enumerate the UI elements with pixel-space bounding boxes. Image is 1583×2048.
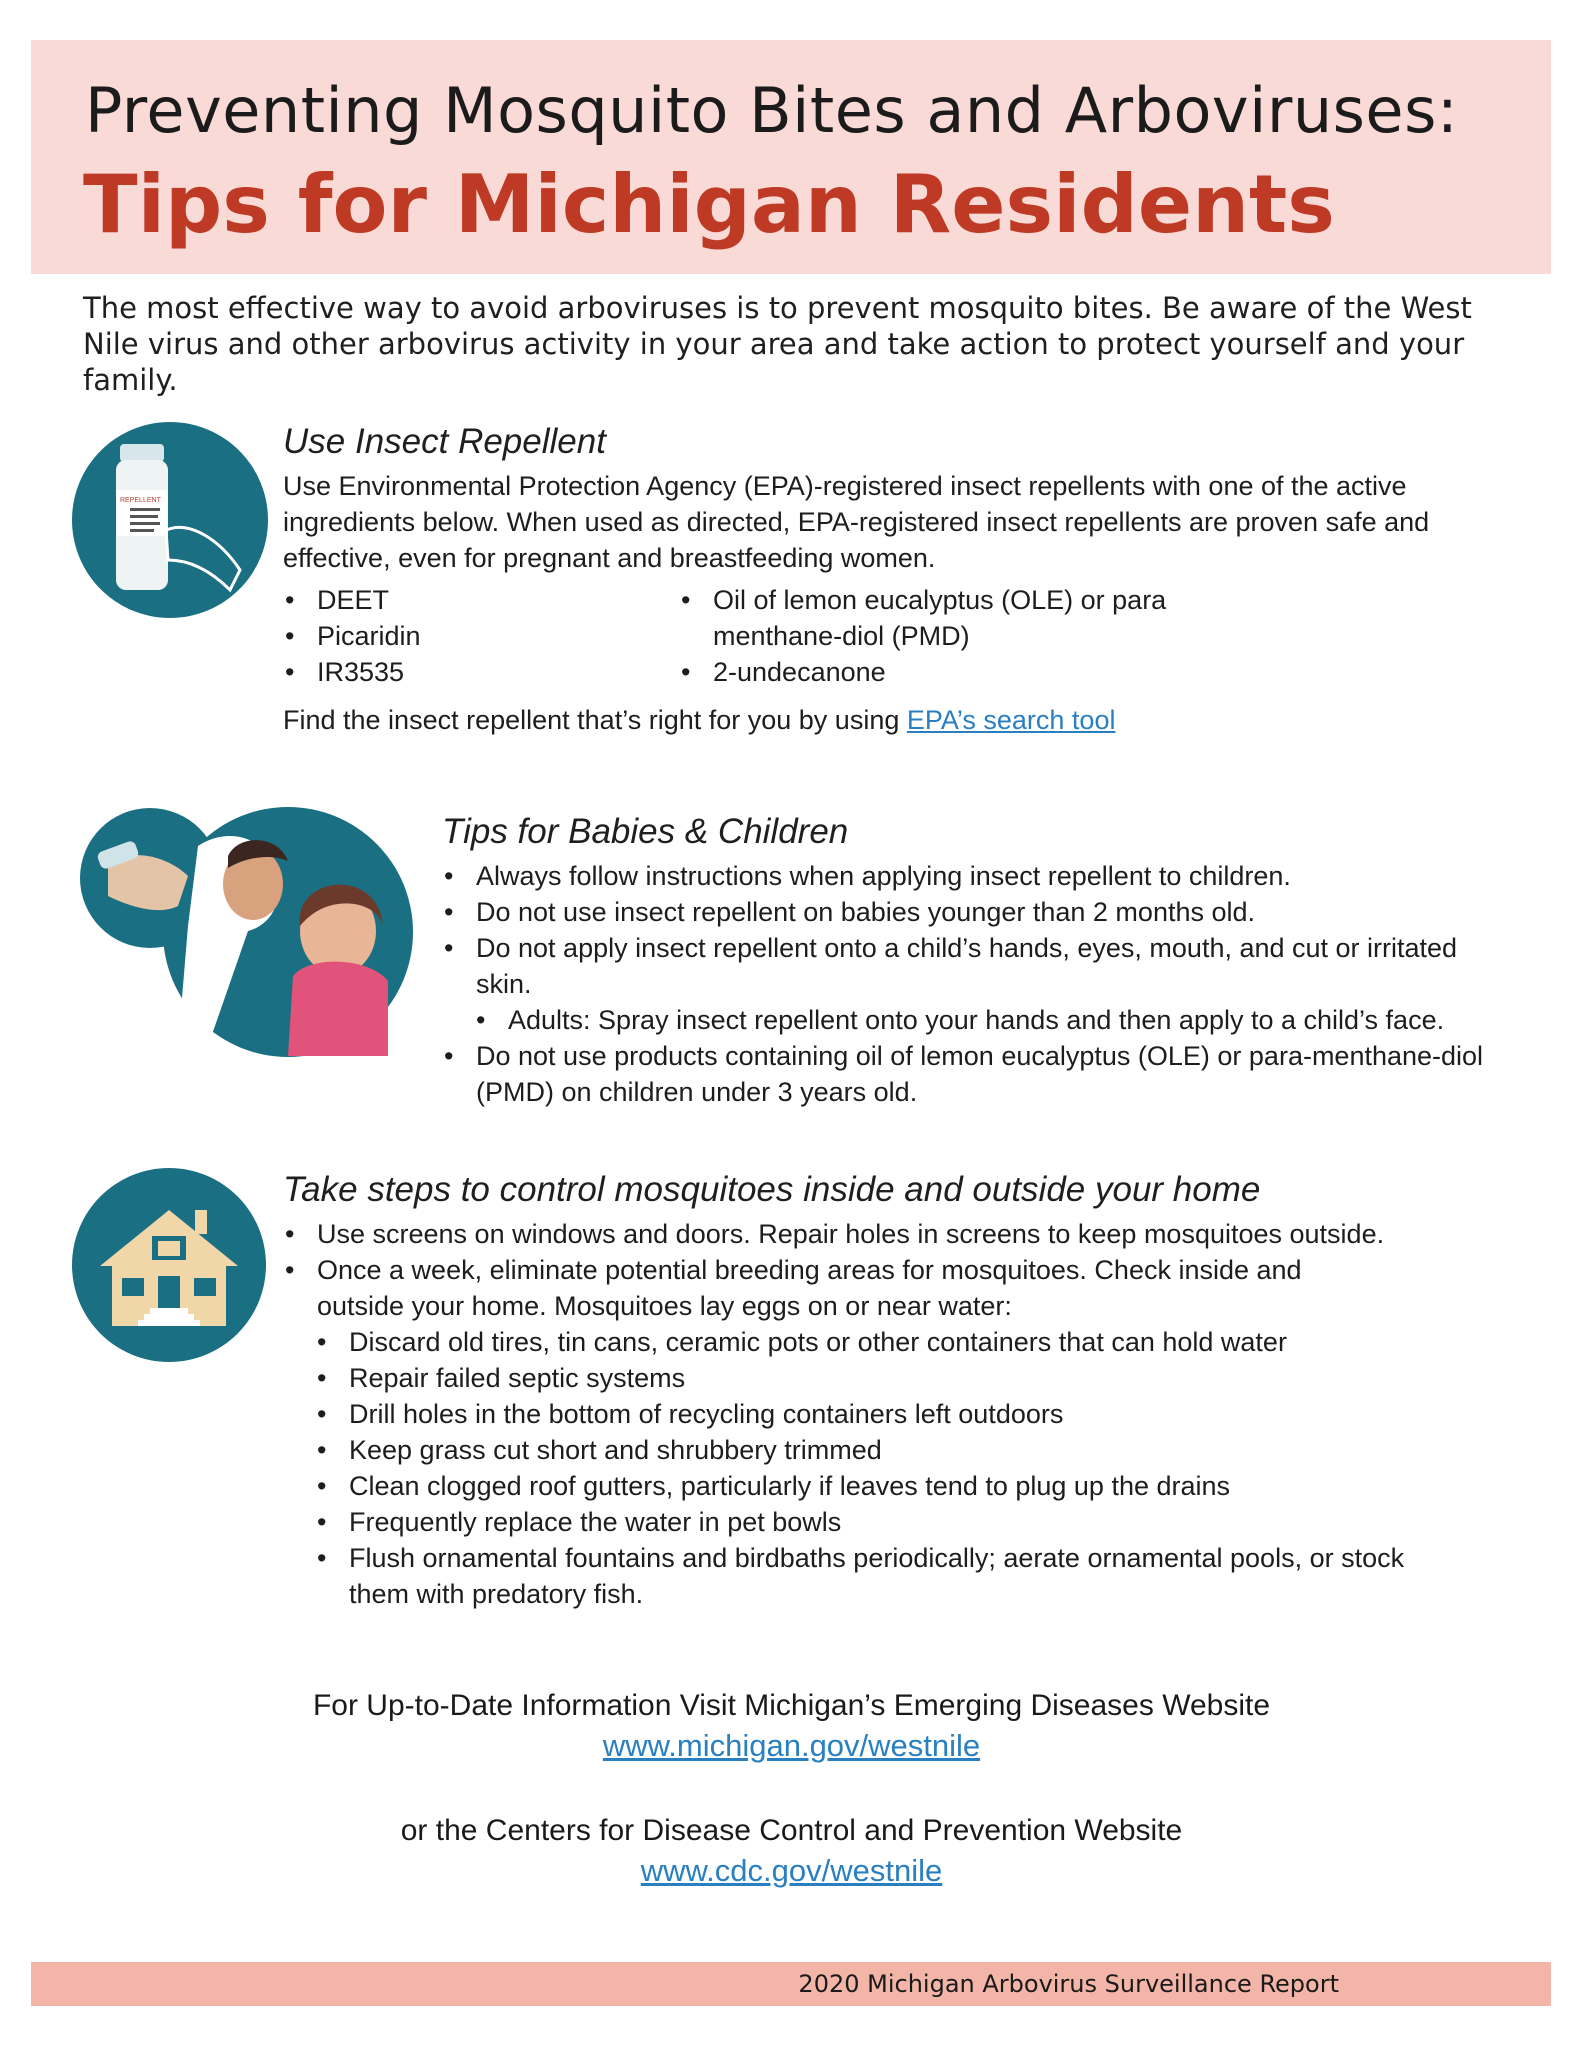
children-section bbox=[442, 808, 1502, 1110]
home-heading: Take steps to control mosquitoes inside and outside your home bbox=[283, 1170, 1261, 1209]
children-item: • Do not use products containing oil of lemon eucalyptus (OLE) or para-menthane-diol (PMD) on children under 3 years old. bbox=[442, 1038, 1502, 1110]
footer-michigan-text: For Up-to-Date Information Visit Michigan’s Emerging Diseases Website bbox=[312, 1689, 1271, 1722]
home-sub-item: • Frequently replace the water in pet bowls bbox=[283, 1504, 1483, 1540]
house-icon bbox=[70, 1166, 268, 1364]
home-sub-item: • Keep grass cut short and shrubbery trimmed bbox=[283, 1432, 1483, 1468]
home-sub-item: • Flush ornamental fountains and birdbaths periodically; aerate ornamental pools, or stock them with predatory fish. bbox=[283, 1540, 1449, 1612]
repellent-spray-icon bbox=[70, 420, 270, 620]
find-text: Find the insect repellent that’s right for you by using bbox=[283, 705, 907, 735]
intro-paragraph: The most effective way to avoid arboviruses is to prevent mosquito bites. Be aware of the West Nile virus and other arbovirus activity in your area and take action to protect yourself and your family. bbox=[83, 291, 1472, 397]
footer-cdc-block bbox=[0, 1811, 1583, 1892]
repellent-section bbox=[283, 418, 1453, 738]
home-sub-item: • Repair failed septic systems bbox=[283, 1360, 1483, 1396]
children-heading: Tips for Babies & Children bbox=[442, 812, 849, 851]
ingredient-item: • DEET bbox=[283, 582, 679, 618]
report-title: 2020 Michigan Arbovirus Surveillance Report bbox=[798, 1970, 1339, 1998]
children-sub-item: • Adults: Spray insect repellent onto your hands and then apply to a child’s face. bbox=[442, 1002, 1502, 1038]
home-sub-item: • Clean clogged roof gutters, particularly if leaves tend to plug up the drains bbox=[283, 1468, 1483, 1504]
home-item: • Once a week, eliminate potential breeding areas for mosquitoes. Check inside and outside your home. Mosquitoes lay eggs on or near water: bbox=[283, 1252, 1347, 1324]
home-item: • Use screens on windows and doors. Repair holes in screens to keep mosquitoes outside. bbox=[283, 1216, 1483, 1252]
michigan-westnile-link[interactable]: www.michigan.gov/westnile bbox=[602, 1728, 981, 1763]
ingredient-item: • IR3535 bbox=[283, 654, 679, 690]
children-item: • Do not use insect repellent on babies younger than 2 months old. bbox=[442, 894, 1502, 930]
footer-cdc-text: or the Centers for Disease Control and Prevention Website bbox=[400, 1814, 1183, 1847]
ingredient-lists bbox=[283, 582, 1453, 690]
header-banner bbox=[31, 40, 1551, 274]
ingredient-item: • Picaridin bbox=[283, 618, 679, 654]
epa-search-tool-link[interactable]: EPA’s search tool bbox=[906, 705, 1116, 735]
repellent-body: Use Environmental Protection Agency (EPA)-registered insect repellents with one of the active ingredients below. When used as directed, EPA-registered insect repellents are proven safe and effective, even for pregnant and breastfeeding women. bbox=[283, 471, 1430, 573]
report-footer-bar bbox=[31, 1962, 1551, 2006]
home-sub-item: • Drill holes in the bottom of recycling containers left outdoors bbox=[283, 1396, 1483, 1432]
page-subtitle: Preventing Mosquito Bites and Arboviruses: bbox=[85, 74, 1459, 147]
home-sub-item: • Discard old tires, tin cans, ceramic pots or other containers that can hold water bbox=[283, 1324, 1483, 1360]
cdc-westnile-link[interactable]: www.cdc.gov/westnile bbox=[640, 1853, 943, 1888]
child-repellent-icon bbox=[78, 806, 416, 1058]
page-title: Tips for Michigan Residents bbox=[83, 158, 1335, 251]
spray-can-label: REPELLENT bbox=[120, 497, 161, 504]
footer-michigan-block bbox=[0, 1686, 1583, 1767]
ingredient-item: • Oil of lemon eucalyptus (OLE) or para menthane-diol (PMD) bbox=[679, 582, 1179, 654]
repellent-find-line bbox=[283, 702, 1453, 738]
home-section bbox=[283, 1166, 1483, 1612]
children-item: • Always follow instructions when applying insect repellent to children. bbox=[442, 858, 1502, 894]
ingredient-item: • 2-undecanone bbox=[679, 654, 1179, 690]
repellent-heading: Use Insect Repellent bbox=[283, 422, 606, 461]
children-item: • Do not apply insect repellent onto a child’s hands, eyes, mouth, and cut or irritated skin. bbox=[442, 930, 1502, 1002]
